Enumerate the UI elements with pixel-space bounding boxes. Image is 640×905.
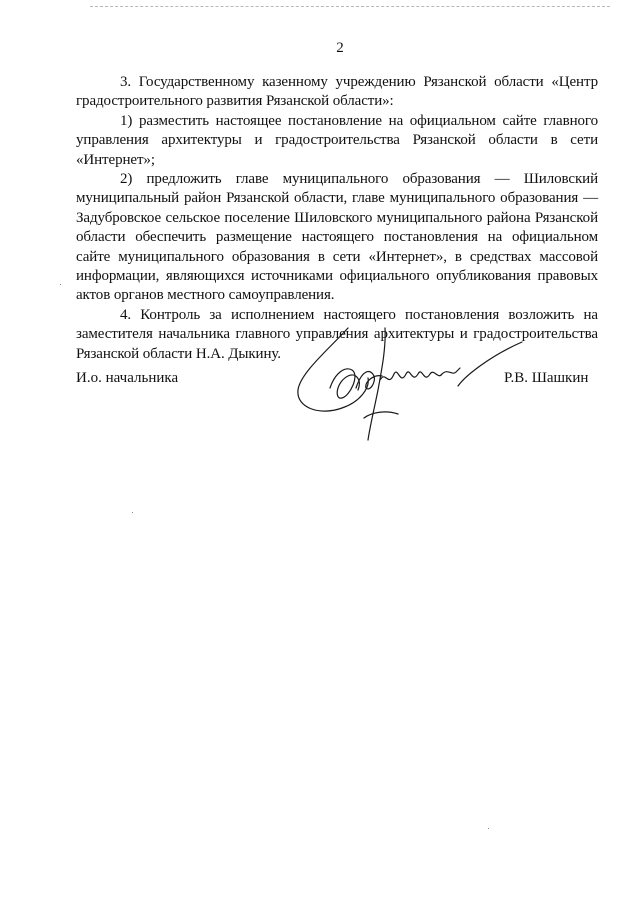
handwritten-signature [290, 318, 530, 443]
scan-speck [60, 284, 61, 285]
scan-edge-line [90, 6, 610, 9]
scan-speck [132, 512, 133, 513]
paragraph-3-item-2: 2) предложить главе муниципального образования — Шиловский муниципальный район Рязанской области, главе муниципального образования — Задубровское сельское поселение Шиловского муниципального района Рязанской области обеспечить размещение настоящего постановления на официальном сайте муниципального образования в сети «Интернет», в средствах массовой информации, являющихся источниками официального опубликования правовых актов органов местного самоуправления. [76, 171, 598, 304]
page-number: 2 [336, 40, 344, 56]
paragraph-4: 4. Контроль за исполнением настоящего постановления возложить на заместителя начальника главного управления архитектуры и градостроительства Рязанской области Н.А. Дыкину. [76, 306, 598, 362]
signatory-position: И.о. начальника [76, 370, 179, 386]
signatory-name: Р.В. Шашкин [504, 370, 589, 386]
paragraph-3-item-1: 1) разместить настоящее постановление на официальном сайте главного управления архитектуры и градостроительства Рязанской области в сети «Интернет»; [76, 112, 598, 168]
paragraph-3: 3. Государственному казенному учреждению Рязанской области «Центр градостроительного развития Рязанской области»: [76, 74, 598, 110]
scan-speck [488, 828, 489, 829]
